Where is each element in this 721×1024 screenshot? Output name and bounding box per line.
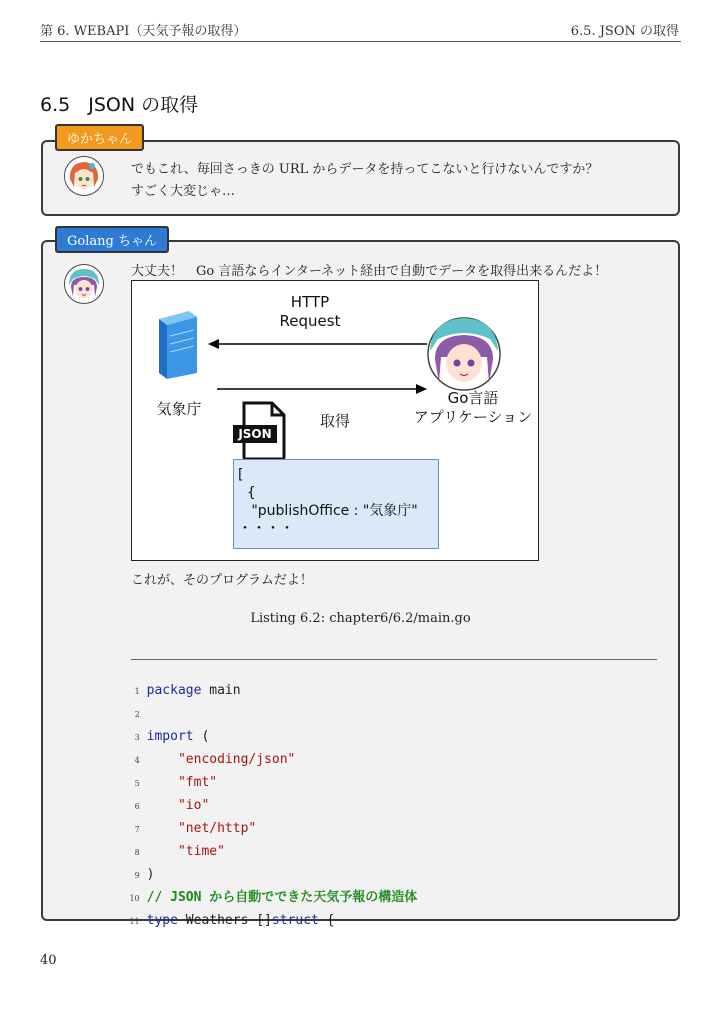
json-icon-label: JSON [238, 427, 272, 441]
code-line-3 [110, 702, 210, 744]
code-line-9 [110, 840, 155, 882]
code-text: { [318, 913, 335, 928]
line-number: 1 [134, 687, 140, 696]
app-label-line-2: アプリケーション [413, 408, 533, 426]
code-string: "encoding/json" [146, 752, 296, 767]
fetch-label: 取得 [319, 412, 350, 430]
line-number: 4 [134, 756, 140, 765]
line-number: 11 [129, 917, 140, 926]
line-number: 9 [134, 871, 140, 880]
response-arrow [217, 384, 427, 394]
avatar-golang [64, 264, 104, 304]
code-keyword: import [146, 729, 194, 744]
app-label-line-1: Go言語 [447, 389, 499, 407]
http-diagram [131, 280, 539, 561]
server-icon [159, 311, 197, 379]
code-line-11 [110, 886, 335, 928]
line-number: 10 [129, 894, 140, 903]
code-line-10 [110, 863, 418, 905]
page-number: 40 [40, 953, 57, 968]
code-text: ( [193, 729, 210, 744]
code-line-2 [110, 679, 147, 719]
line-number: 2 [134, 710, 140, 719]
page-header-left: 第 6. WEBAPI（天気予報の取得） [40, 24, 247, 39]
line-number: 5 [134, 779, 140, 788]
listing-caption: Listing 6.2: chapter6/6.2/main.go [250, 611, 471, 626]
code-line-5 [110, 748, 218, 790]
code-keyword: package [146, 683, 202, 698]
dialog1-line-2: すごく大変じゃ… [131, 184, 236, 199]
header-rule [40, 41, 681, 42]
dialog1-line-1: でもこれ、毎回さっきの URL からデータを持ってこないと行けないんですか？ [131, 162, 599, 177]
code-line-8 [110, 817, 225, 859]
code-line-7 [110, 794, 257, 836]
app-label [408, 389, 538, 427]
speaker-tag-golang: Golang ちゃん [55, 226, 169, 253]
request-arrow [208, 339, 427, 349]
section-number: 6.5 [40, 94, 71, 116]
code-comment: // JSON から自動でできた天気予報の構造体 [146, 890, 418, 905]
section-title-text: JSON の取得 [88, 94, 199, 116]
code-keyword: struct [271, 913, 319, 928]
go-app-avatar-icon [428, 318, 500, 390]
avatar-yukari [64, 156, 104, 196]
http-label-line-2: Request [279, 312, 341, 330]
dialog2-line-2: これが、そのプログラムだよ！ [131, 573, 313, 588]
code-string: "io" [146, 798, 210, 813]
page-header-right: 6.5. JSON の取得 [570, 24, 679, 39]
http-request-label [270, 293, 350, 331]
line-number: 3 [134, 733, 140, 742]
server-label: 気象庁 [156, 400, 202, 418]
code-line-6 [110, 771, 210, 813]
json-sample-box: [ { "publishOffice : "気象庁" ・・・・ [233, 459, 439, 549]
code-line-4 [110, 725, 296, 767]
dialog2-line-1: 大丈夫！ Go 言語ならインターネット経由で自動でデータを取得出来るんだよ！ [131, 264, 608, 279]
code-keyword: type [146, 913, 178, 928]
code-string: "fmt" [146, 775, 218, 790]
code-string: "net/http" [146, 821, 257, 836]
code-string: "time" [146, 844, 225, 859]
speaker-tag-yukari: ゆかちゃん [55, 124, 144, 151]
http-label-line-1: HTTP [290, 293, 330, 311]
code-text: Weathers [] [177, 913, 272, 928]
line-number: 6 [134, 802, 140, 811]
line-number: 8 [134, 848, 140, 857]
code-text: ) [146, 867, 155, 882]
code-text: main [201, 683, 241, 698]
line-number: 7 [134, 825, 140, 834]
dialog1-text [131, 159, 598, 203]
code-line-1 [110, 656, 241, 698]
section-title [40, 90, 198, 117]
